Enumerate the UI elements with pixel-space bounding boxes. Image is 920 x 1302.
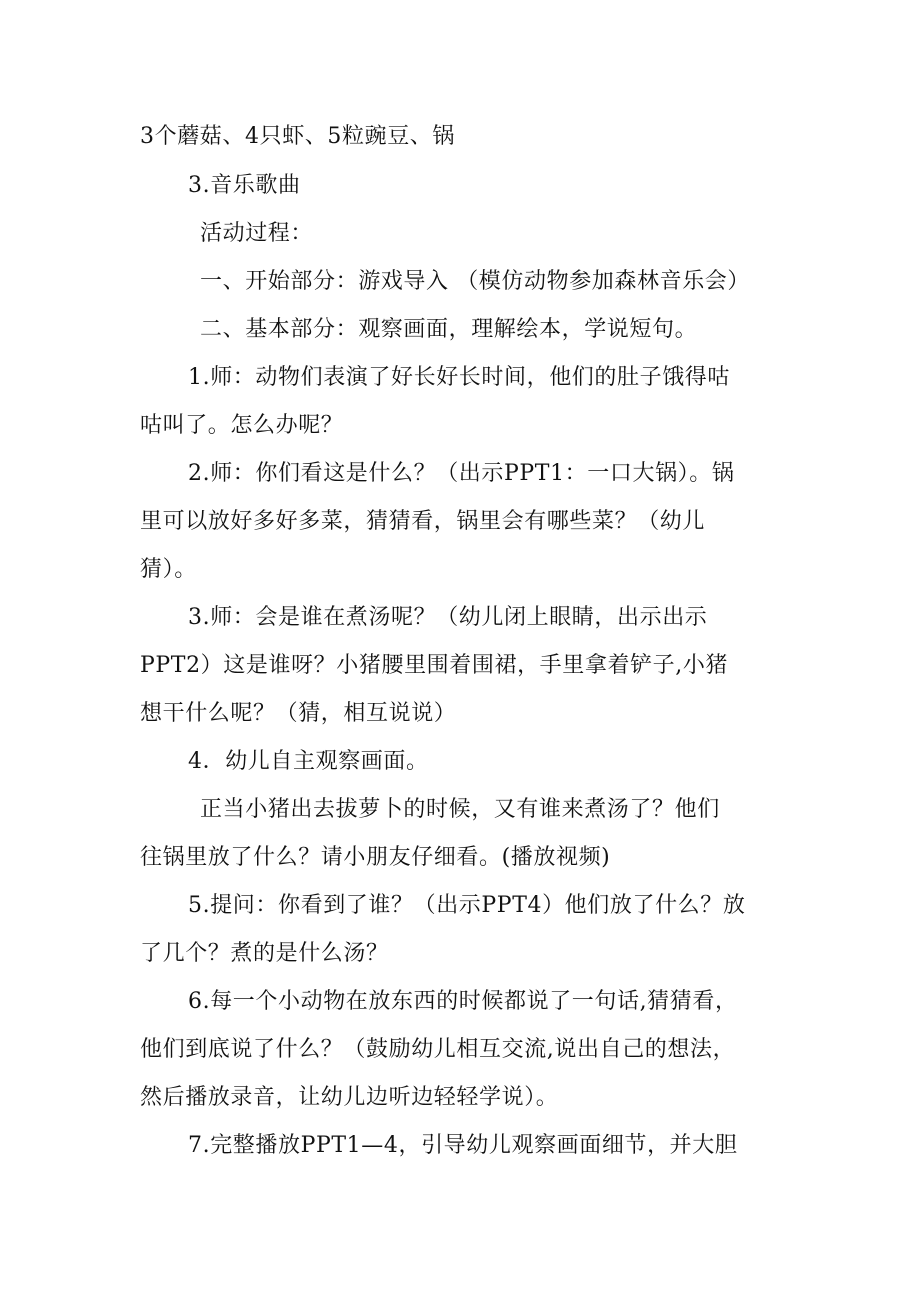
section-music-songs: 3.音乐歌曲 [188,173,301,198]
paragraph-4-line-3: 往锅里放了什么？请小朋友仔细看。(播放视频) [140,845,611,870]
heading-basic-part: 二、基本部分：观察画面，理解绘本，学说短句。 [200,317,698,342]
heading-start-part: 一、开始部分：游戏导入 （模仿动物参加森林音乐会） [200,269,750,294]
materials-line: 3个蘑菇、4只虾、5粒豌豆、锅 [140,124,455,149]
paragraph-1-line-2: 咕叫了。怎么办呢？ [140,413,344,438]
paragraph-3-line-1: 3.师：会是谁在煮汤呢？（幼儿闭上眼睛，出示出示 [188,605,708,630]
paragraph-6-line-1: 6.每一个小动物在放东西的时候都说了一句话,猜猜看， [188,989,738,1014]
paragraph-2-line-3: 猜）。 [140,557,197,582]
paragraph-4-line-1: 4．幼儿自主观察画面。 [188,749,429,774]
paragraph-6-line-3: 然后播放录音，让幼儿边听边轻轻学说）。 [140,1085,559,1110]
paragraph-6-line-2: 他们到底说了什么？（鼓励幼儿相互交流,说出自己的想法， [140,1037,736,1062]
heading-activity-process: 活动过程： [200,221,314,246]
paragraph-7-line-1: 7.完整播放PPT1—4，引导幼儿观察画面细节，并大胆 [188,1133,738,1158]
paragraph-1-line-1: 1.师：动物们表演了好长好长时间，他们的肚子饿得咕 [188,365,730,390]
paragraph-5-line-1: 5.提问：你看到了谁？（出示PPT4）他们放了什么？放 [188,893,746,918]
paragraph-2-line-1: 2.师：你们看这是什么？（出示PPT1：一口大锅）。锅 [188,461,735,486]
paragraph-4-line-2: 正当小猪出去拔萝卜的时候，又有谁来煮汤了？他们 [200,797,720,822]
paragraph-3-line-3: 想干什么呢？（猜，相互说说） [140,701,457,726]
paragraph-2-line-2: 里可以放好多好多菜，猜猜看，锅里会有哪些菜？（幼儿 [140,509,706,534]
paragraph-3-line-2: PPT2）这是谁呀？小猪腰里围着围裙，手里拿着铲子,小猪 [140,653,729,678]
paragraph-5-line-2: 了几个？煮的是什么汤？ [140,941,389,966]
